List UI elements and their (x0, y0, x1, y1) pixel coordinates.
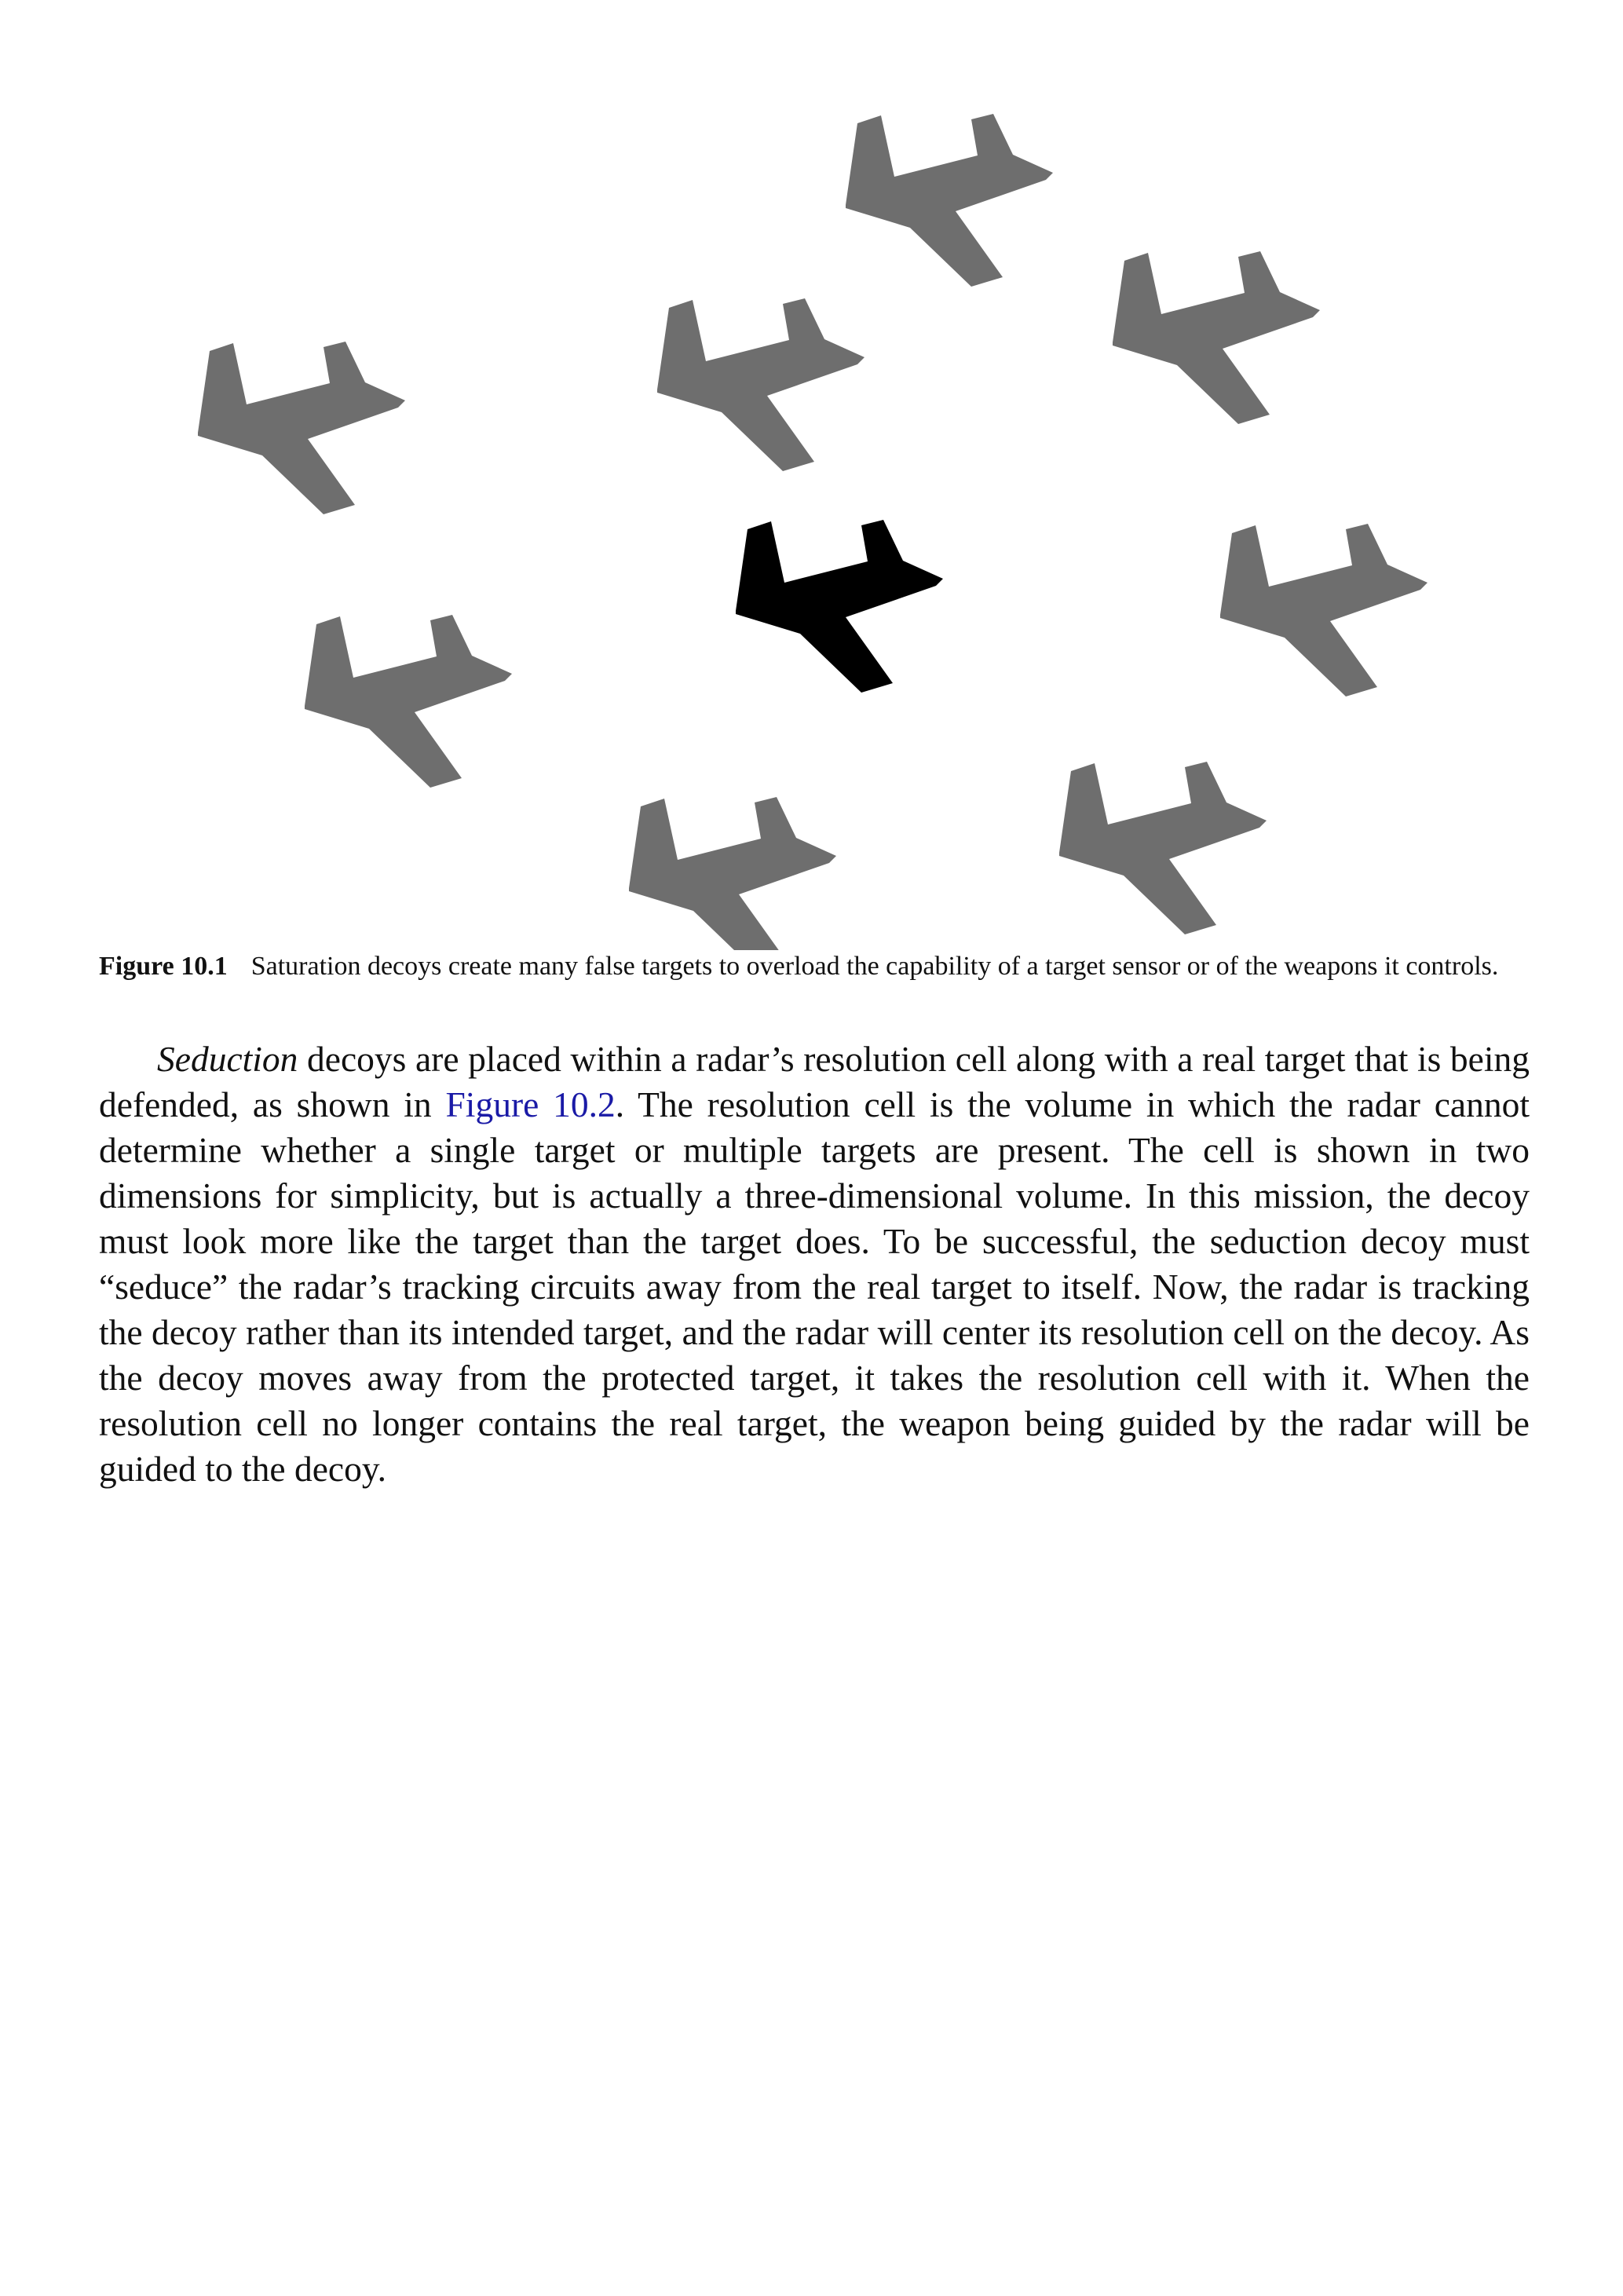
decoy-aircraft-icon (629, 797, 836, 950)
paragraph-term: Seduction (157, 1039, 298, 1079)
decoy-aircraft-icon (198, 342, 405, 514)
figure-caption-text: Saturation decoys create many false targets to overload the capability of a target sensor or of the weapons it controls. (250, 952, 1499, 981)
decoy-aircraft-icon (1059, 762, 1267, 934)
body-paragraph (99, 1036, 1530, 1492)
figure-caption-label: Figure 10.1 (99, 952, 228, 981)
decoy-aircraft-icon (305, 615, 512, 788)
decoy-aircraft-icon (1220, 524, 1427, 696)
paragraph-text-before-ref: decoys are placed within a radar’s resolution cell along with a real target that is being defended, as shown in (99, 1039, 1530, 1124)
target-aircraft-icon (736, 520, 943, 693)
decoy-aircraft-icon (657, 298, 865, 471)
figure-10-2-link[interactable]: Figure 10.2 (445, 1084, 616, 1124)
saturation-decoys-figure (0, 0, 1623, 950)
paragraph-text-after-ref: . The resolution cell is the volume in which the radar cannot determine whether a single target or multiple targets are present. The cell is shown in two dimensions for simplicity, but is actually a three-dimensional volume. In this mission, the decoy must look more like the target than the target does. To be successful, the seduction decoy must “seduce” the radar’s tracking circuits away from the real target to itself. Now, the radar is tracking the decoy rather than its intended target, and the radar will center its resolution cell on the decoy. As the decoy moves away from the protected target, it takes the resolution cell with it. When the resolution cell no longer contains the real target, the weapon being guided by the radar will be guided to the decoy. (99, 1084, 1530, 1489)
decoy-aircraft-icon (1113, 251, 1320, 424)
decoy-aircraft-icon (846, 114, 1053, 287)
figure-caption (99, 949, 1530, 984)
